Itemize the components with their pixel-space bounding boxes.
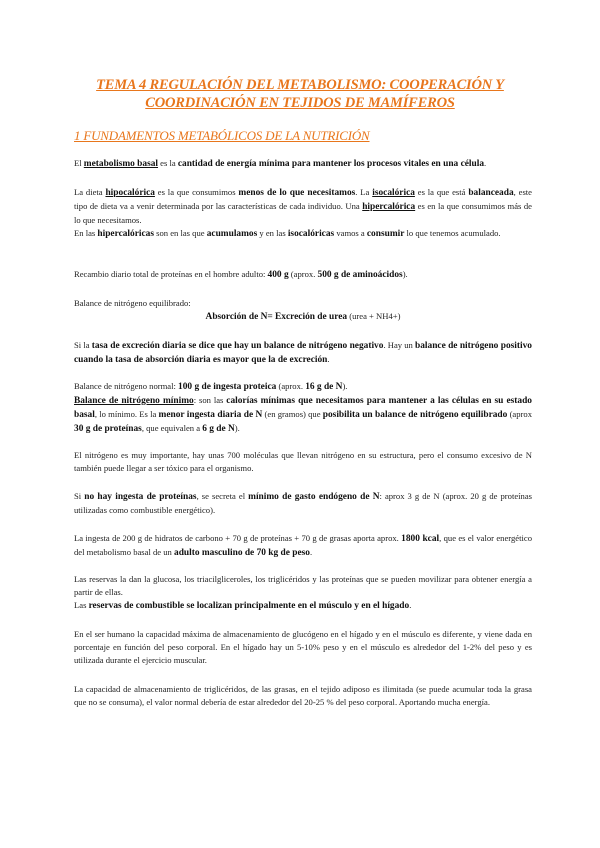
paragraph-balance-signos: Si la tasa de excreción diaria se dice que hay un balance de nitrógeno negativo. Hay un balance de nitrógeno positivo cuando la tasa de absorción diaria es mayor que la de excreción.	[74, 340, 532, 365]
paragraph-balance-normal-minimo: Balance de nitrógeno normal: 100 g de ingesta proteica (aprox. 16 g de N). Balance de nitrógeno mínimo: son las calorías mínimas que necesitamos para mantener a las células en su estado basal, lo mínimo. Es la menor ingesta diaria de N (en gramos) que posibilita un balance de nitrógeno equilibrado (aprox 30 g de proteínas, que equivalen a 6 g de N).	[74, 381, 533, 434]
paragraph-nitrogeno: El nitrógeno es muy importante, hay unas 700 moléculas que llevan nitrógeno en su estructura, pero el consumo excesivo de N también puede llegar a ser tóxico para el organismo.	[74, 450, 532, 473]
paragraph-trigliceridos: La capacidad de almacenamiento de triglicéridos, de las grasas, en el tejido adiposo es ilimitada (se puede acumular toda la grasa que no se consuma), el valor normal debería de estar alrededor del 20-25 % del peso corporal. Aportando mucha energía.	[74, 684, 532, 707]
paragraph-balance-label: Balance de nitrógeno equilibrado:	[74, 298, 191, 308]
paragraph-metabolismo-basal: El metabolismo basal es la cantidad de energía mínima para mantener los procesos vitales en una célula.	[74, 158, 487, 169]
document-title	[60, 76, 540, 112]
paragraph-ingesta: La ingesta de 200 g de hidratos de carbono + 70 g de proteínas + 70 g de grasas aporta aprox. 1800 kcal, que es el valor energético del metabolismo basal de un adulto masculino de 70 kg de peso.	[74, 533, 532, 558]
title-line-1: TEMA 4 REGULACIÓN DEL METABOLISMO: COOPERACIÓN Y	[96, 77, 504, 93]
paragraph-recambio: Recambio diario total de proteínas en el hombre adulto: 400 g (aprox. 500 g de aminoácidos).	[74, 269, 408, 280]
paragraph-reservas: Las reservas la dan la glucosa, los triacilgliceroles, los triglicéridos y las proteínas que se pueden movilizar para obtener energía a partir de ellas. Las reservas de combustible se localizan principalmente en el músculo y en el hígado.	[74, 574, 532, 611]
paragraph-sin-proteinas: Si no hay ingesta de proteínas, se secreta el mínimo de gasto endógeno de N: aprox 3 g de N (aprox. 20 g de proteínas utilizadas como combustible energético).	[74, 491, 532, 515]
paragraph-glucogeno: En el ser humano la capacidad máxima de almacenamiento de glucógeno en el hígado y en el músculo es diferente, y viene dada en porcentaje en función del peso corporal. En el hígado hay un 5-10% peso y en el músculo es alrededor del 1-2% del peso y es utilizada durante el ejercicio muscular.	[74, 629, 532, 665]
title-line-2: COORDINACIÓN EN TEJIDOS DE MAMÍFEROS	[145, 95, 455, 111]
paragraph-balance-formula: Absorción de N= Excreción de urea (urea + NH4+)	[205, 311, 401, 322]
section-heading: 1 FUNDAMENTOS METABÓLICOS DE LA NUTRICIÓN	[74, 128, 370, 143]
paragraph-dietas: La dieta hipocalórica es la que consumimos menos de lo que necesitamos. La isocalórica es la que está balanceada, este tipo de dieta va a venir determinada por las características de cada individuo. Una hipercalórica es en la que consumimos más de lo que necesitamos. En las hipercalóricas son en las que acumulamos y en las isocalóricas vamos a consumir lo que tenemos acumulado.	[74, 187, 532, 239]
